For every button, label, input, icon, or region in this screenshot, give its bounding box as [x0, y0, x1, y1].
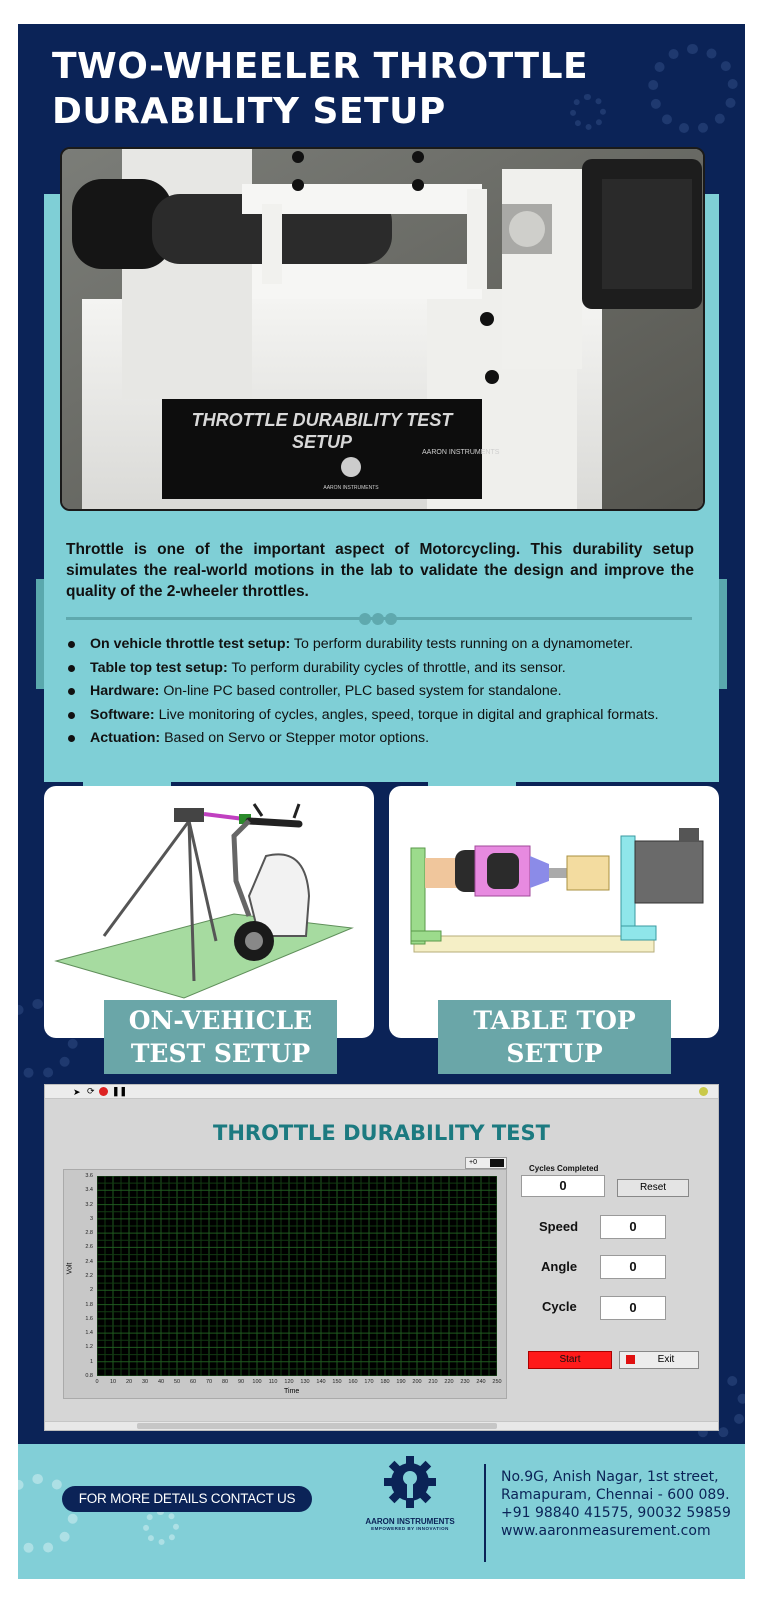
- x-tick-label: 220: [444, 1379, 454, 1385]
- contact-address: [501, 1468, 731, 1540]
- y-tick-label: 1.2: [85, 1344, 93, 1351]
- x-tick-label: 240: [476, 1379, 486, 1385]
- plot-legend-label: +0: [469, 1159, 477, 1166]
- plot-grid: [97, 1176, 497, 1376]
- on-vehicle-label: [104, 1000, 337, 1074]
- feature-title: Software:: [90, 706, 155, 723]
- feature-title: Actuation:: [90, 730, 161, 746]
- cycles-completed-display: 0: [521, 1175, 605, 1197]
- feature-list: [66, 633, 706, 751]
- poster: [18, 24, 745, 1579]
- plot-legend: [465, 1157, 507, 1169]
- y-tick-label: 0.8: [85, 1373, 93, 1379]
- x-tick-label: 40: [157, 1379, 165, 1385]
- y-tick-label: 2: [89, 1287, 93, 1294]
- x-tick-label: 140: [316, 1379, 326, 1385]
- feature-title: On vehicle throttle test setup:: [90, 636, 291, 652]
- abort-icon[interactable]: [99, 1087, 108, 1096]
- y-tick-label: 3.2: [85, 1201, 93, 1208]
- y-tick-label: 2.4: [85, 1258, 93, 1265]
- x-tick-label: 0: [95, 1379, 99, 1385]
- run-continuous-icon[interactable]: ⟳: [87, 1086, 95, 1096]
- x-tick-label: 190: [396, 1379, 406, 1385]
- page-title: [52, 44, 672, 134]
- speed-label: Speed: [539, 1219, 579, 1234]
- y-tick-label: 3.6: [85, 1173, 93, 1179]
- plate-company: AARON INSTRUMENTS: [422, 449, 500, 456]
- table-top-label-line-2: SETUP: [506, 1039, 603, 1068]
- feature-item: [66, 680, 706, 704]
- x-tick-label: 170: [364, 1379, 374, 1385]
- brand-name: AARON INSTRUMENTS: [365, 1517, 455, 1526]
- x-tick-label: 160: [348, 1379, 358, 1385]
- x-tick-label: 250: [492, 1379, 502, 1385]
- on-vehicle-label-line-2: TEST SETUP: [130, 1039, 311, 1068]
- y-tick-label: 2.8: [85, 1230, 93, 1237]
- y-tick-label: 1.4: [85, 1330, 93, 1337]
- footer: [18, 1444, 745, 1579]
- software-title: THROTTLE DURABILITY TEST: [213, 1121, 550, 1145]
- software-toolbar: [45, 1085, 718, 1099]
- y-tick-label: 2.6: [85, 1244, 93, 1251]
- address-line-1: No.9G, Anish Nagar, 1st street,: [501, 1469, 719, 1485]
- x-tick-label: 230: [460, 1379, 470, 1385]
- software-screenshot: [44, 1084, 719, 1431]
- x-tick-label: 80: [221, 1379, 229, 1385]
- x-tick-label: 60: [189, 1379, 197, 1385]
- x-tick-label: 200: [412, 1379, 422, 1385]
- table-top-label-line-1: TABLE TOP: [473, 1006, 636, 1035]
- feature-text: On-line PC based controller, PLC based system for standalone.: [159, 683, 562, 699]
- feature-item: [66, 657, 706, 681]
- x-tick-label: 210: [428, 1379, 438, 1385]
- y-axis-label: Volt: [66, 1262, 74, 1275]
- plate-title-line-1: THROTTLE DURABILITY TEST: [191, 410, 453, 430]
- help-icon[interactable]: [699, 1087, 708, 1096]
- waveform-chart: [63, 1169, 507, 1399]
- plate-title-line-2: SETUP: [291, 432, 353, 452]
- title-line-1: TWO-WHEELER THROTTLE: [52, 46, 589, 87]
- x-tick-label: 110: [268, 1379, 278, 1385]
- angle-label: Angle: [541, 1259, 578, 1274]
- throttle-rig-illustration: [62, 149, 705, 511]
- feature-title: Hardware:: [90, 683, 160, 699]
- title-line-2: DURABILITY SETUP: [52, 91, 446, 132]
- speed-input[interactable]: 0: [600, 1215, 666, 1239]
- y-tick-label: 3: [89, 1215, 93, 1222]
- exit-button[interactable]: [619, 1351, 699, 1369]
- feature-item: [66, 727, 706, 751]
- x-axis-label: Time: [284, 1388, 300, 1395]
- website-link[interactable]: www.aaronmeasurement.com: [501, 1523, 711, 1539]
- run-arrow-icon[interactable]: ➤: [73, 1087, 81, 1097]
- x-tick-label: 10: [109, 1379, 117, 1385]
- x-tick-label: 130: [300, 1379, 310, 1385]
- y-tick-label: 1.8: [85, 1301, 93, 1308]
- cycle-input[interactable]: 0: [600, 1296, 666, 1320]
- x-tick-label: 70: [205, 1379, 213, 1385]
- brand-logo: [355, 1454, 465, 1531]
- scrollbar-thumb[interactable]: [137, 1423, 497, 1429]
- product-photo: [60, 147, 705, 511]
- feature-title: Table top test setup:: [90, 659, 228, 676]
- x-tick-label: 20: [125, 1379, 133, 1385]
- angle-input[interactable]: 0: [600, 1255, 666, 1279]
- feature-item: [66, 704, 706, 728]
- x-tick-label: 180: [380, 1379, 390, 1385]
- feature-text: To perform durability cycles of throttle, and its sensor.: [227, 659, 566, 676]
- feature-text: To perform durability tests running on a dynamometer.: [290, 636, 634, 652]
- table-top-label: [438, 1000, 671, 1074]
- reset-button[interactable]: Reset: [617, 1179, 689, 1197]
- x-tick-label: 30: [141, 1379, 149, 1385]
- plot-area: [97, 1176, 497, 1376]
- y-tick-label: 3.4: [85, 1187, 93, 1194]
- feature-text: Based on Servo or Stepper motor options.: [160, 730, 430, 746]
- horizontal-scrollbar[interactable]: [45, 1421, 718, 1430]
- x-tick-label: 120: [284, 1379, 294, 1385]
- x-tick-label: 50: [173, 1379, 181, 1385]
- gear-logo-icon: [382, 1454, 438, 1510]
- gear-decoration-icon: [143, 1509, 179, 1545]
- phone-numbers: +91 98840 41575, 90032 59859: [501, 1505, 731, 1521]
- divider-dots: [359, 612, 399, 624]
- cycles-completed-label: Cycles Completed: [529, 1164, 599, 1173]
- legend-swatch-icon: [490, 1159, 504, 1167]
- on-vehicle-label-line-1: ON-VEHICLE: [128, 1006, 313, 1035]
- feature-text: Live monitoring of cycles, angles, speed, torque in digital and graphical formats.: [154, 706, 659, 723]
- cycle-label: Cycle: [542, 1299, 577, 1314]
- start-button[interactable]: Start: [528, 1351, 612, 1369]
- x-tick-label: 150: [332, 1379, 342, 1385]
- feature-item: [66, 633, 706, 657]
- y-tick-label: 1: [89, 1358, 93, 1365]
- address-line-2: Ramapuram, Chennai - 600 089.: [501, 1487, 730, 1503]
- plate-brand: AARON INSTRUMENTS: [323, 485, 379, 491]
- exit-label: Exit: [657, 1354, 675, 1365]
- y-tick-label: 1.6: [85, 1315, 93, 1322]
- pause-icon[interactable]: ❚❚: [112, 1086, 128, 1096]
- intro-paragraph: Throttle is one of the important aspect of Motorcycling. This durability setup simulates the real-world motions in the lab to validate the design and improve the quality of the 2-wheeler throttles.: [66, 541, 694, 600]
- x-tick-label: 100: [252, 1379, 262, 1385]
- y-tick-label: 2.2: [85, 1273, 93, 1279]
- footer-divider: [484, 1464, 486, 1562]
- contact-us-button[interactable]: FOR MORE DETAILS CONTACT US: [62, 1486, 312, 1512]
- brand-tagline: EMPOWERED BY INNOVATION: [371, 1526, 449, 1531]
- stop-square-icon: [626, 1355, 635, 1364]
- x-tick-label: 90: [237, 1379, 245, 1385]
